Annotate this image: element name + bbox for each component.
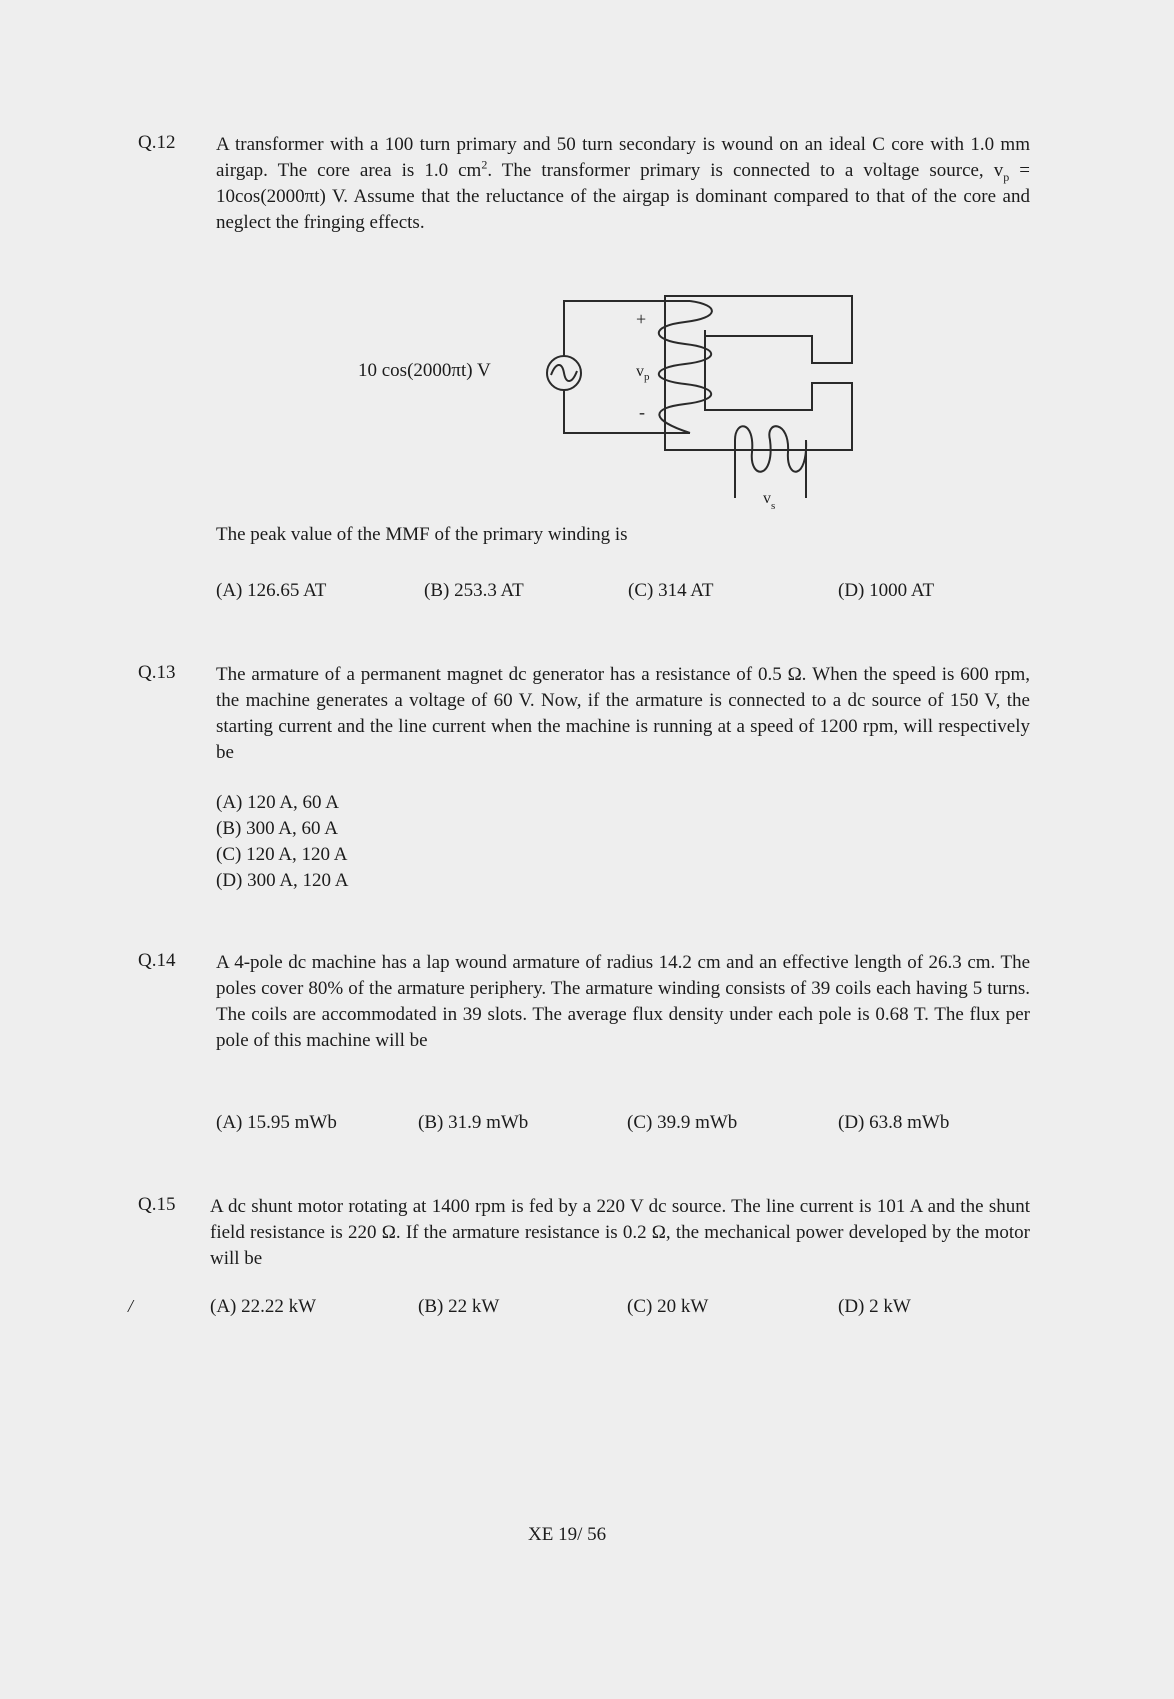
option-a[interactable]: (A) 22.22 kW (210, 1296, 317, 1317)
option-a[interactable]: (A) 15.95 mWb (216, 1112, 337, 1133)
vp-label: $v_p$ (636, 363, 650, 383)
option-a[interactable]: (A) 120 A, 60 A (216, 792, 339, 813)
question-prompt-12: The peak value of the MMF of the primary winding is (216, 524, 628, 545)
question-number-13: Q.13 (138, 662, 176, 683)
stray-mark: / (128, 1296, 134, 1316)
option-c[interactable]: (C) 20 kW (627, 1296, 709, 1317)
option-b[interactable]: (B) 253.3 AT (424, 580, 524, 601)
option-b[interactable]: (B) 22 kW (418, 1296, 500, 1317)
plus-sign: + (636, 309, 647, 329)
option-c[interactable]: (C) 120 A, 120 A (216, 844, 348, 865)
option-b[interactable]: (B) 31.9 mWb (418, 1112, 529, 1133)
question-text-15: A dc shunt motor rotating at 1400 rpm is fed by a 220 V dc source. The line current is 101 A and the shunt field resistance is 220 Ω. If the armature resistance is 0.2 Ω, the mechanical power developed by the motor will be (210, 1196, 1030, 1269)
vs-label: $v_s$ (763, 490, 776, 512)
question-number-14: Q.14 (138, 950, 176, 971)
option-c[interactable]: (C) 39.9 mWb (627, 1112, 738, 1133)
option-c[interactable]: (C) 314 AT (628, 580, 714, 601)
question-text-13: The armature of a permanent magnet dc generator has a resistance of 0.5 Ω. When the speed is 600 rpm, the machine generates a voltage of 60 V. Now, if the armature is connected to a dc source of 150 V, the starting current and the line current when the machine is running at a speed of 1200 rpm, will respectively be (216, 664, 1030, 763)
minus-sign: - (639, 402, 645, 422)
option-d[interactable]: (D) 63.8 mWb (838, 1112, 950, 1133)
option-b[interactable]: (B) 300 A, 60 A (216, 818, 338, 839)
question-number-15: Q.15 (138, 1194, 176, 1215)
page-number: XE 19/ 56 (528, 1524, 607, 1545)
option-d[interactable]: (D) 1000 AT (838, 580, 935, 601)
question-text-14: A 4-pole dc machine has a lap wound armature of radius 14.2 cm and an effective length of 26.3 cm. The poles cover 80% of the armature periphery. The armature winding consists of 39 coils each having 5 turns. The coils are accommodated in 39 slots. The average flux density under each pole is 0.68 T. The flux per pole of this machine will be (216, 952, 1030, 1051)
option-a[interactable]: (A) 126.65 AT (216, 580, 327, 601)
source-label: 10 cos(2000πt) V (358, 360, 491, 381)
option-d[interactable]: (D) 300 A, 120 A (216, 870, 349, 891)
transformer-figure (0, 0, 1174, 560)
question-number-12: Q.12 (138, 132, 176, 153)
options-13 (216, 790, 348, 894)
question-text-12: A transformer with a 100 turn primary and 50 turn secondary is wound on an ideal C core with 1.0 mm airgap. The core area is 1.0 $cm^2$. The transformer primary is connected to a voltage source, $v_p = 10\cos(2000\pi t)$ V. Assume that the reluctance of the airgap is dominant compared to that of the core and neglect the fringing effects. (216, 134, 1031, 233)
option-d[interactable]: (D) 2 kW (838, 1296, 911, 1317)
